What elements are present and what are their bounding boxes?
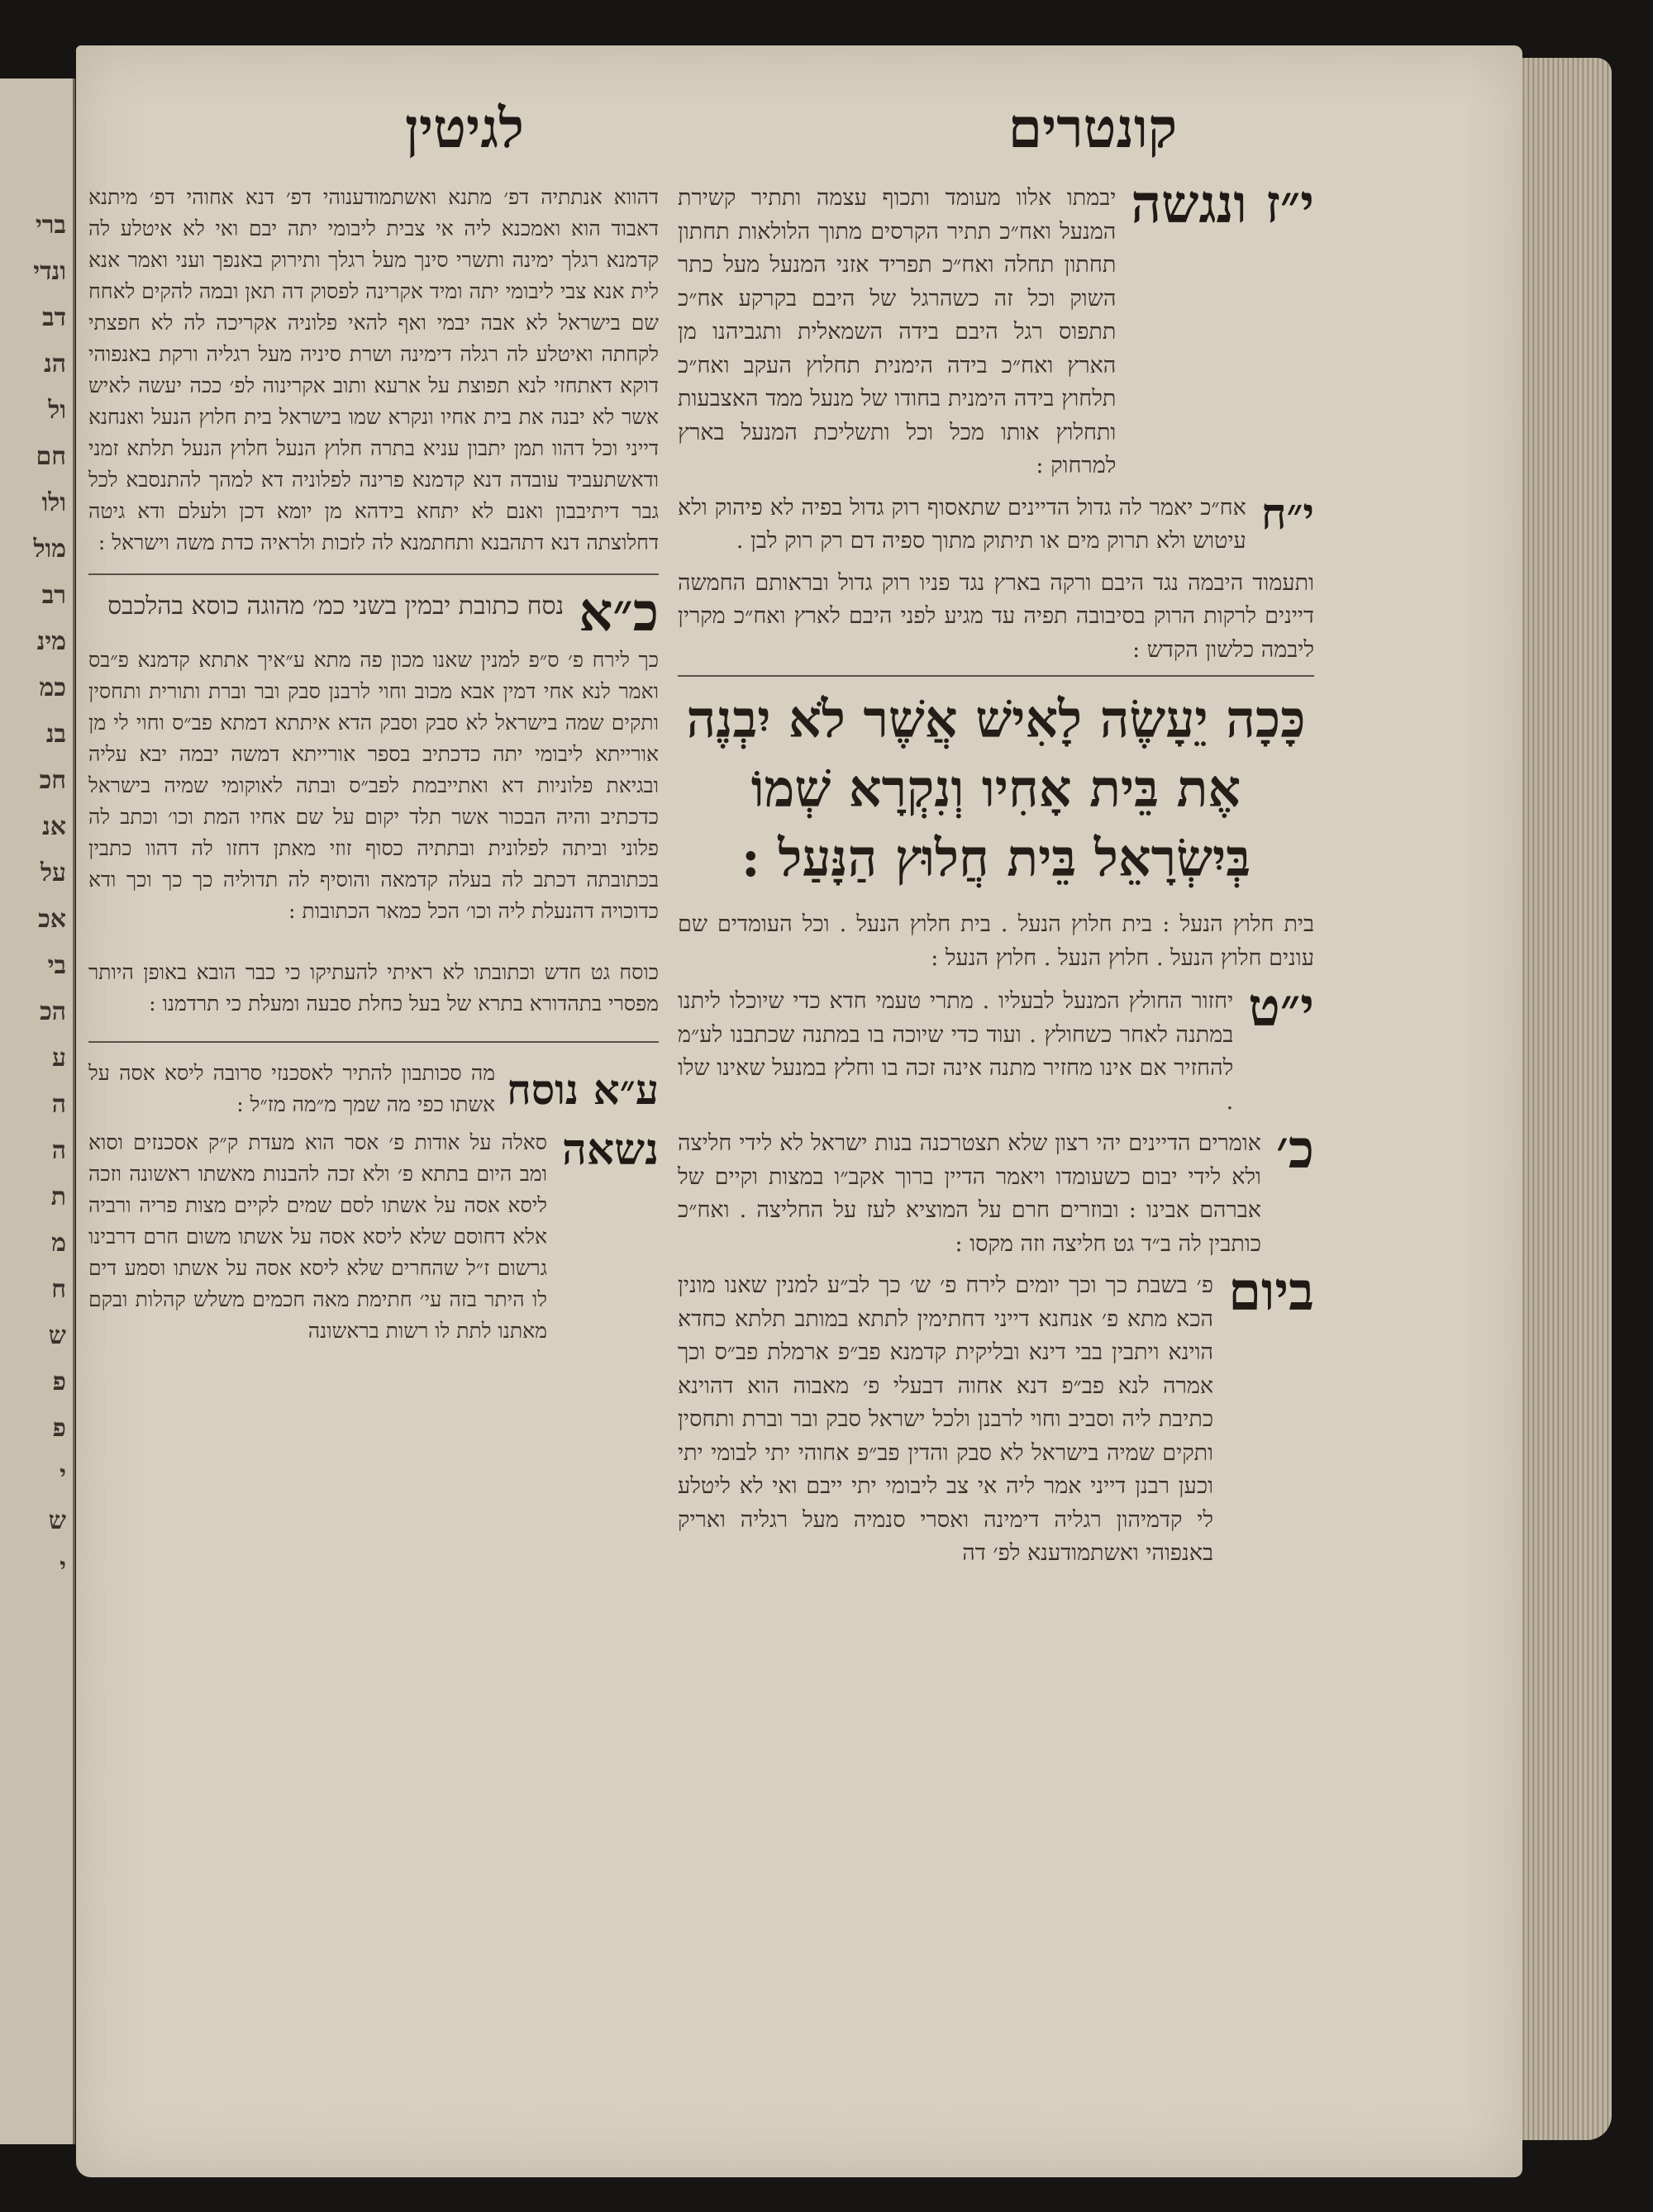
section-17 [678, 174, 1314, 483]
section-71-body: סאלה על אודות פ׳ אסר הוא מעדת ק״ק אסכנזים וסוא ומב היום בתתא פ׳ ולא זכה להבנות מאשתו ראשונה וזכה ליסא אסה על אשתו לסם שמים לקיים מצות פריה ורביה אלא דחוסם שלא ליסא אסה על אשתו משום חרם דרבינו גרשום ז״ל שהחרים שלא ליסא אסה על אשתו וסמע דים לו היתר בזה עי׳ חתימת מאה חכמים משלש קהלות ובקם מאתנו לתת לו רשות בראשונה [88, 1130, 547, 1343]
left-page-fragment: מ [51, 1229, 66, 1258]
section-bayom [678, 1261, 1314, 1571]
section-17-label: י״ז ונגשה [1131, 174, 1314, 235]
section-18-text-b: ותעמוד היבמה נגד היבם ורקה בארץ נגד פניו רוק גדול ובראותם החמשה דיינים לרקות הרוק בסיבובה תפיה עד מגיע לפני היבם לארץ ואח״כ מקרין ליבמה כלשון הקדש : [678, 569, 1314, 663]
right-column [678, 174, 1314, 1579]
left-page-fragment: מינ [36, 627, 66, 656]
left-page-fragment: רב [41, 581, 66, 610]
left-page-fragment: ול [48, 396, 66, 425]
left-page-fragment: ע [52, 1044, 66, 1073]
after-verse-text: בית חלוץ הנעל : בית חלוץ הנעל . בית חלוץ הנעל . וכל העומדים שם עונים חלוץ הנעל . חלוץ הנעל . חלוץ הנעל : [678, 911, 1314, 971]
section-19-label: י״ט [1248, 977, 1314, 1039]
section-20 [678, 1119, 1314, 1261]
book-page [76, 45, 1522, 2177]
gett-note: כוסח גט חדש וכתובתו לא ראיתי להעתיקו כי כבר הובא באופן היותר מפסרי בתהדורא בתרא של בעל כחלת סבעה ומעלת כי תרדמנו : [88, 960, 659, 1016]
left-page-fragment: ה [51, 1090, 66, 1119]
left-page-fragment: ברי [35, 211, 66, 240]
left-page-fragment: מול [33, 535, 66, 564]
section-71-label-2: נשאה [561, 1125, 659, 1175]
section-71-heading: מה סכותבון להתיר לאסכנזי סרובה ליסא אסה על אשתו כפי מה שמך מ״מה מז״ל : [88, 1061, 496, 1116]
section-bayom-text: פ׳ בשבת כך וכך יומים לירח פ׳ ש׳ כך לב״ע למנין שאנו מונין הכא מתא פ׳ אנחנא דייני דחתימין לתתא במותב תלתא כחדא הוינא ויתבין בבי דינא ובליקית קדמנא פב״פ ארמלת פב״ס וכך אמרה לנא פב״פ דנא אחוה דבעלי פ׳ מאבוה הוא דהוינא כתיבת ליה וסביב וחוי לרבנן ולכל ישראל סבק ובר וברת ותחסין ותקים שמיה בישראל לא סבק והדין פב״פ אחוהי יתי לבומי יתי וכען רבנן דייני אמר ליה אי צב ליבומי יתי ייבם ואי לא ליטלע לי קדמיהון רגליה דימינה ואסרי סנמיה מעל רגליה ואריק באנפוהי ואשתמודענא לפ׳ דה [678, 1272, 1214, 1566]
header-left-title: לגיטין [405, 96, 524, 160]
section-21-label: כ״א [579, 582, 659, 644]
section-71 [88, 1127, 659, 1347]
section-71-head [88, 1058, 659, 1120]
section-18 [678, 488, 1314, 559]
header-right-title: קונטרים [1008, 96, 1178, 160]
section-18-label: י״ח [1260, 488, 1314, 540]
left-page-fragment: ח [51, 1275, 66, 1304]
left-page-fragment: י [60, 1553, 66, 1582]
left-column [88, 182, 659, 1355]
left-page-fragment: חם [36, 442, 66, 471]
left-page-fragment: אנ [41, 812, 66, 841]
left-page-fragment: ונדי [33, 257, 66, 286]
section-18-text: אח״כ יאמר לה גדול הדיינים שתאסוף רוק גדול בפיה לא פיהוק ולא עיטוש ולא תרוק מים או תיתוק מתוך ספיה דם רק רוק לבן . [678, 494, 1246, 554]
section-17-text: יבמתו אלוו מעומד ותכוף עצמה ותתיר קשירת המנעל ואח״כ תתיר הקרסים מתוך הלולאות תחתון תחתון תחלה ואח״כ תפריד אזני המנעל מעל כתר השוק וכל זה כשהרגל של היבם בקרקע אח״כ תתפוס רגל היבם בידה השמאלית ותגביהנו מן הארץ ואח״כ בידה הימנית תחלוץ העקב ואח״כ תלחוץ בידה הימנית בחודו של מנעל ממד האצבעות ותחלוץ אותו מכל וכל ותשליכת המנעל בארץ למרחוק : [678, 185, 1117, 478]
section-21-body: כך לירח פ׳ ס״פ למנין שאנו מכון פה מתא ע״איך אתתא קדמנא פ״בס ואמר לנא אחי דמין אבא מכוב וחוי לרבנן סבק ובר וברת ותורית ותחסין ותקים שמה בישראל לא סבק וסבק הדא איתתא דמתא פב״ס וחוי לי מן אורייתא ליבומי יתה כדכתיב בספר אורייתא דמשה יבמה יבא עליה ובגיאת פלוניות דא ואתייבמת לפב״ס ובתה לאוקומי שמיה בישראל כדכתיב והיה הבכור אשר תלד יקום על שם אחיו המת וכו׳ וכתב לה פלוני וביתה לפלונית ובתתיה כסוף זוזי מאתן דחזו לה דהוו כתבין בכתובתה דכתב לה בעלה קדמאה והוסיף לה תדוליה כך כך וכך ודא כדוכויה דהנעלת ליה וכו׳ הכל כמאר הכתובות : [88, 648, 659, 923]
left-page-fragment: ה [51, 1136, 66, 1165]
left-page-fragment: אכ [38, 905, 66, 934]
left-page-fragment: על [40, 859, 66, 887]
left-page-fragment: פ [52, 1414, 66, 1443]
left-page-fragment: בנ [45, 720, 66, 749]
left-page-fragment: י [60, 1460, 66, 1489]
left-page-fragment: ש [48, 1506, 66, 1535]
left-page-fragment: פ [52, 1368, 66, 1396]
left-page-fragment: הכ [40, 997, 66, 1026]
verse-block: כָּכָה יֵעָשֶׂה לָאִישׁ אֲשֶׁר לֹא יִבְנֶה אֶת בֵּית אָחִיו וְנִקְרָא שְׁמוֹ בְּיִשְׂרָאֵל בֵּית חֲלוּץ הַנָּעַל : [678, 675, 1314, 893]
left-page-fragment: חכ [39, 766, 66, 795]
section-20-text: אומרים הדיינים יהי רצון שלא תצטרכנה בנות ישראל לא לידי חליצה ולא לידי יבום כשעומדו ויאמר הדיין ברוך אקב״ו במצות וקיים של אברהם אבינו : ובוזרים חרם על המוציא לעז על החליצה . ואח״כ כותבין לה ב״ד גט חליצה וזה מקסו : [678, 1130, 1261, 1257]
left-page-fragment: ת [50, 1182, 66, 1211]
left-page-fragment: הנ [43, 350, 66, 378]
section-bayom-label: ביום [1228, 1261, 1314, 1323]
left-page-edge [0, 78, 75, 2144]
left-page-fragment: דב [42, 303, 66, 332]
section-21 [88, 582, 659, 644]
divider [88, 573, 659, 575]
left-page-fragment: בי [47, 951, 66, 980]
left-page-fragment: ש [48, 1321, 66, 1350]
section-20-label: כ׳ [1275, 1119, 1314, 1181]
section-71-label: ע״א נוסח [507, 1064, 659, 1114]
section-19 [678, 977, 1314, 1119]
left-page-fragment: ולו [41, 488, 66, 517]
section-21-heading: נסח כתובת יבמין בשני כמ׳ מהוגה כוסא בהלכבס [107, 592, 564, 621]
left-page-fragment: כמ [39, 673, 66, 702]
divider-2 [88, 1041, 659, 1043]
left-paragraph-1: דהווא אנתתיה דפ׳ מתנא ואשתמודענוהי דפ׳ דנא אחוהי דפ׳ מיתנא דאבוד הוא ואמכנא ליה אי צבית ליבומי יתה יבם ואי לא איטלע לה קדמנא רגלך ימינה ותשרי סינך מעל רגלך ותירוק באנפך ועני ואמר אנא לית אנא צבי ליבומי יתה ומיד אקרינה לפסוק דה תאן ובמה להקים לאחח שם בישראל לא אבה יבמי ואף להאי פלוניה אקריכה לה לא חפצתי לקחתה ואיטלע לה רגלה דימינה ושרת סיניה מעל רגליה ורקת באנפוהי דוקא דאתחזי לנא תפוצת על ארעא ותוב אקרינוה לפ׳ ככה יעשה לאיש אשר לא יבנה את בית אחיו ונקרא שמו בישראל בית חלוץ הנעל ואנחנא דייני וכל דהוו תמן יתבון עניא בתרה חלוץ הנעל חלוץ הנעל תלתא זמני ודאשתעביד עובדה דנא קדמנא פרינה לפלוניה דא למהך להתנסבא לכל גבר דיתיבבון ואנם לא יתחא בידהא מן יומא דכן ולעלם ודא גיטה דחלוצתה דנא דתהבנא ותחתמנא לה לזכות ולראיה כדת משה וישראל : [88, 185, 659, 554]
section-19-text: יחזור החולץ המנעל לבעליו . מתרי טעמי חדא כדי שיוכלו ליתנו במתנה לאחר כשחולץ . ועוד כדי שיוכה בו במתנה שכתבנו לע״מ להחזיר אם אינו מחזיר מתנה אינה זכה בו וחלץ במנעל שאינו שלו . [678, 988, 1234, 1115]
